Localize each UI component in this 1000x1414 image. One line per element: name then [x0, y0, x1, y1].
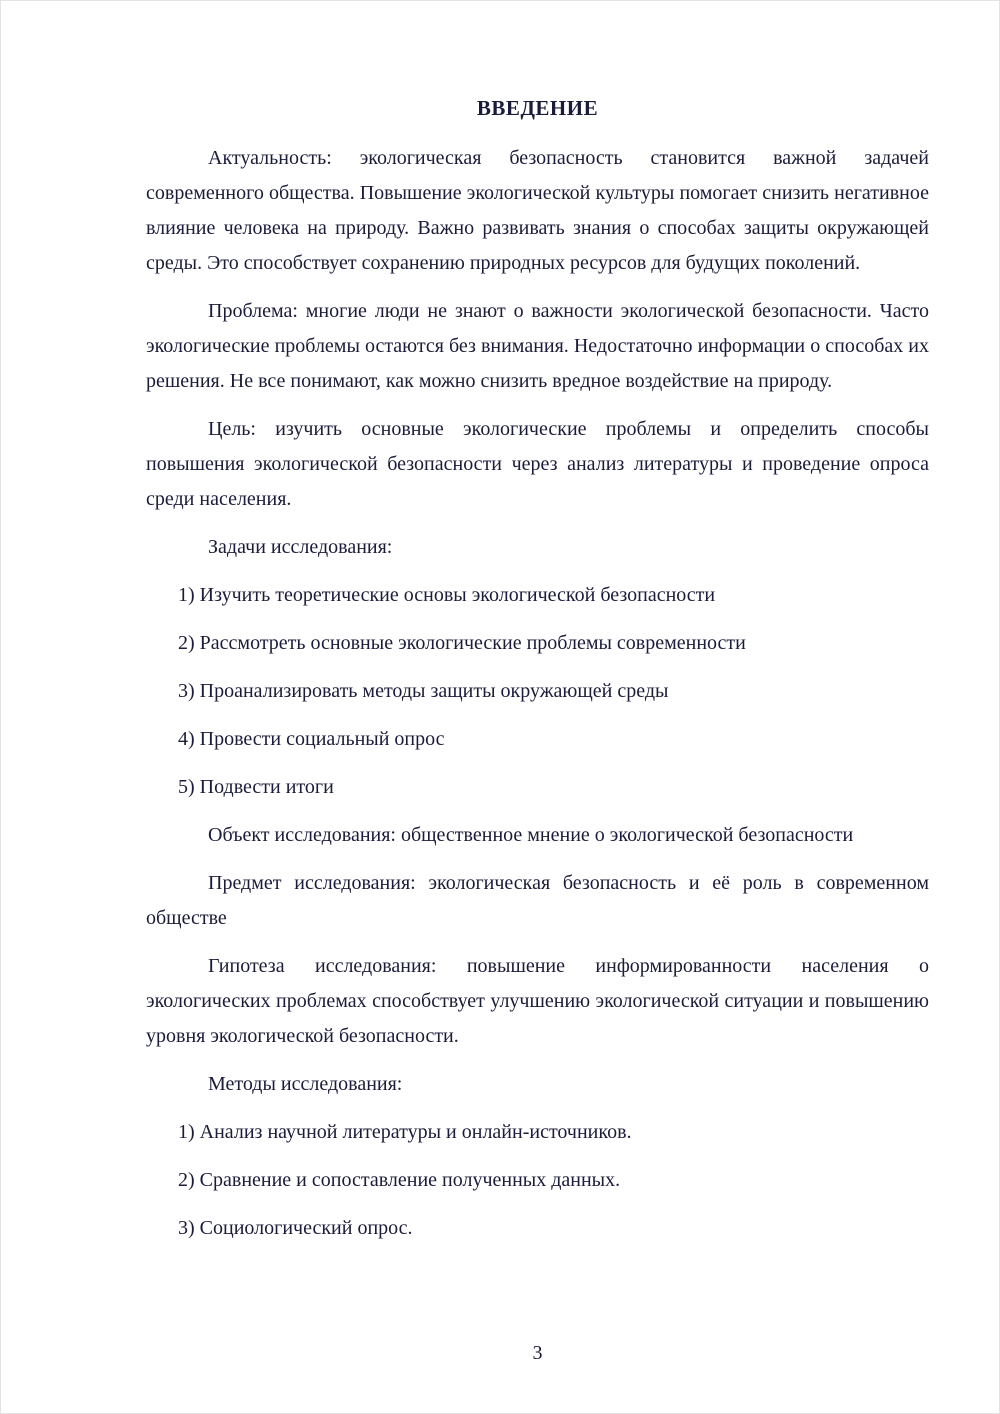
- task-item-3: 3) Проанализировать методы защиты окружающей среды: [178, 680, 669, 702]
- paragraph-problem: Проблема: многие люди не знают о важности экологической безопасности. Часто экологические проблемы остаются без внимания. Недостаточно информации о способах их решения. Не все понимают, как можно снизить вредное воздействие на природу.: [146, 300, 929, 392]
- task-item-5: 5) Подвести итоги: [178, 776, 334, 798]
- paragraph-relevance: Актуальность: экологическая безопасность становится важной задачей современного общества. Повышение экологической культуры помогает снизить негативное влияние человека на природу. Важно развивать знания о способах защиты окружающей среды. Это способствует сохранению природных ресурсов для будущих поколений.: [146, 147, 929, 274]
- heading-tasks: Задачи исследования:: [208, 536, 393, 558]
- method-item-1: 1) Анализ научной литературы и онлайн-источников.: [178, 1121, 632, 1143]
- paragraph-object: Объект исследования: общественное мнение о экологической безопасности: [208, 824, 854, 846]
- page-title: ВВЕДЕНИЕ: [476, 96, 599, 120]
- paragraph-hypothesis: Гипотеза исследования: повышение информированности населения о экологических проблемах способствует улучшению экологической ситуации и повышению уровня экологической безопасности.: [146, 955, 929, 1047]
- paragraph-subject: Предмет исследования: экологическая безопасность и её роль в современном обществе: [146, 872, 929, 929]
- paragraph-goal: Цель: изучить основные экологические проблемы и определить способы повышения экологической безопасности через анализ литературы и проведение опроса среди населения.: [146, 418, 929, 510]
- method-item-3: 3) Социологический опрос.: [178, 1217, 413, 1239]
- task-item-2: 2) Рассмотреть основные экологические проблемы современности: [178, 632, 746, 654]
- heading-methods: Методы исследования:: [208, 1073, 403, 1095]
- task-item-4: 4) Провести социальный опрос: [178, 728, 445, 750]
- method-item-2: 2) Сравнение и сопоставление полученных данных.: [178, 1169, 621, 1191]
- page-number: 3: [532, 1342, 543, 1364]
- task-item-1: 1) Изучить теоретические основы экологической безопасности: [178, 584, 716, 606]
